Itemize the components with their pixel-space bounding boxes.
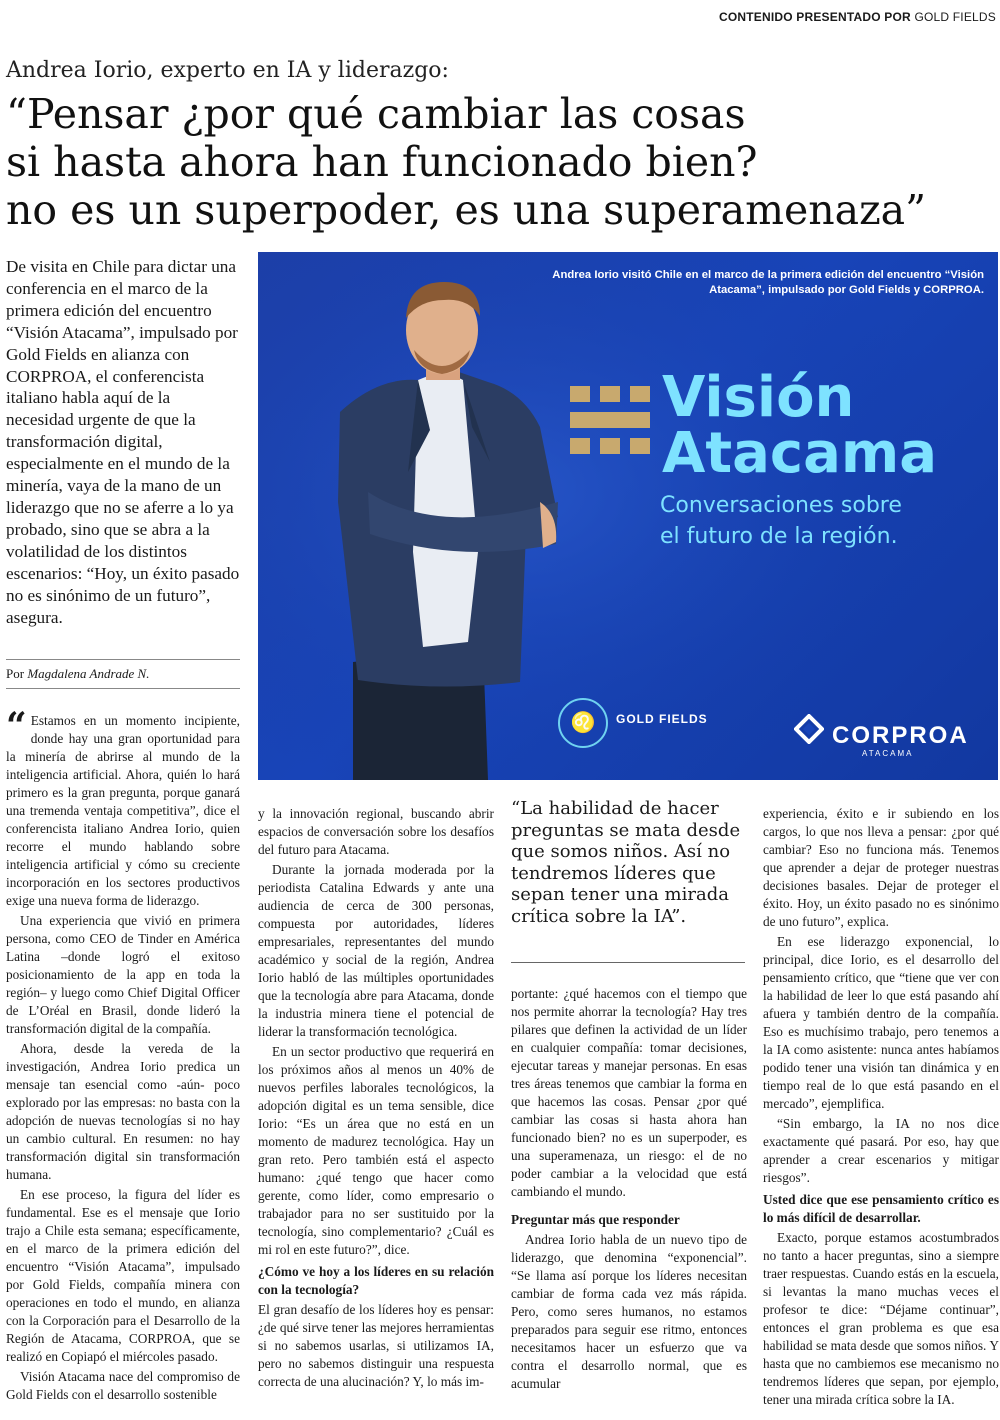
paragraph: En ese proceso, la figura del líder es fundamental. Ese es el mensaje que Iorio trajo a Chile esta semana; específicamente, en el marco de la primera edición del encuentro “Visión Atacama”, impulsado por Gold Fields, compañía minera con operaciones en todo el mundo, en alianza con la Corporación para el Desarrollo de la Región de Atacama, CORPROA, que se realizó en Copiapó el miércoles pasado. [6, 1187, 240, 1364]
paragraph: El gran desafío de los líderes hoy es pensar: ¿de qué sirve tener las mejores herramientas si no sabemos usarlas, si utilizamos IA, pero no sabemos distinguir una respuesta correcta de una alucinación? Y, lo más im- [258, 1302, 494, 1389]
paragraph: “Sin embargo, la IA no nos dice exactamente qué pasará. Por eso, hay que aprender a crear escenarios y mitigar riesgos”. [763, 1116, 999, 1185]
article-column-1 [6, 705, 240, 1406]
article-photo [258, 252, 998, 780]
corproa-logo-sub: ATACAMA [862, 749, 914, 758]
byline [6, 666, 149, 682]
paragraph: portante: ¿qué hacemos con el tiempo que nos permite ahorrar la tecnología? Hay tres pilares que definen la actividad de un líder en cualquier compañía: tomar decisiones, ejecutar tareas y manejar personas. En esas tres áreas tenemos que cambiar la forma en que hacemos las cosas. Pensar ¿por qué cambiar las cosas si hasta ahora han funcionado bien? no es un superpoder, es una superamenaza, un riesgo: el de no poder cambiar a la velocidad que está cambiando el mundo. [511, 986, 747, 1199]
byline-prefix: Por [6, 666, 25, 681]
headline-line: “Pensar ¿por qué cambiar las cosas [6, 90, 746, 138]
event-title-line: Atacama [662, 421, 938, 486]
paragraph: En ese liderazgo exponencial, lo principal, dice Iorio, es el desarrollo del pensamiento crítico, que “tiene que ver con la habilidad de leer lo que está pasando ahí afuera y también dentro de la compañía. Eso es muchísimo trabajo, pero tenemos a la IA como asistente: nunca antes habíamos podido tener una visión tan dinámica y en tiempo real de lo que está pasando en el mercado”, ejemplifica. [763, 934, 999, 1111]
paragraph: Una experiencia que vivió en primera persona, como CEO de Tinder en América Latina –donde logró el exitoso posicionamiento de la app en toda la región– y luego como Chief Digital Officer de L’Oréal en Brasil, donde lideró la transformación digital de la compañía. [6, 913, 240, 1036]
event-title-line: Visión [662, 365, 855, 430]
sponsor-prefix: CONTENIDO PRESENTADO POR [718, 10, 911, 24]
byline-author: Magdalena Andrade N. [27, 666, 150, 681]
pull-quote: “La habilidad de hacer preguntas se mata desde que somos niños. Así no tendremos líderes que sepan tener una mirada crítica sobre la IA”. [511, 798, 741, 927]
byline-bottom-rule [6, 688, 240, 689]
photo-caption: Andrea Iorio visitó Chile en el marco de la primera edición del encuentro “Visión Atacama”, impulsado por Gold Fields y CORPROA. [552, 269, 984, 296]
article-kicker: Andrea Iorio, experto en IA y liderazgo: [6, 58, 449, 83]
event-tagline-line: el futuro de la región. [660, 524, 898, 549]
paragraph: Exacto, porque estamos acostumbrados no tanto a hacer preguntas, sino a siempre traer respuestas. Cuando estás en la escuela, si levantas la mano muchas veces el profesor te dice: “Déjame continuar”, entonces el gran problema es que esa habilidad se mata desde que somos niños. Y hasta que no cambiemos ese mecanismo no tendremos líderes que sepan, por ejemplo, tener una mirada crítica sobre la IA. [763, 1230, 999, 1407]
paragraph: experiencia, éxito e ir subiendo en los cargos, lo que nos lleva a pensar: ¿por qué cambiar? Eso no funciona más. Tenemos que aprender a dejar de proteger nuestras decisiones basales. Dejar de proteger el éxito. Hoy, un éxito pasado no es sinónimo de uno futuro”, explica. [763, 806, 999, 929]
article-column-4 [763, 805, 999, 1411]
paragraph: Ahora, desde la vereda de la investigación, Andrea Iorio predica un mensaje tan esencial como -aún- poco explorado por las empresas: no basta con la adopción de nuevas tecnologías si no hay un cambio cultural. En resumen: no hay transformación digital sin transformación humana. [6, 1041, 240, 1182]
paragraph: Andrea Iorio habla de un nuevo tipo de liderazgo, que denomina “exponencial”. “Se llama así porque los líderes necesitan cambiar de forma cada vez más rápida. Pero, como seres humanos, no estamos preparados para seguir ese ritmo, entonces necesitamos hacer un esfuerzo que va contra el desarrollo normal, que es acumular [511, 1232, 747, 1391]
article-lead: De visita en Chile para dictar una conferencia en el marco de la primera edición del encuentro “Visión Atacama”, impulsado por Gold Fields en alianza con CORPROA, el conferencista italiano habla aquí de la necesidad urgente de que la transformación digital, especialmente en el mundo de la minería, vaya de la mano de un liderazgo que no se aferre a lo ya probado, sino que se abra a la volatilidad de los distintos escenarios: “Hoy, un éxito pasado no es sinónimo de un futuro”, asegura. [6, 257, 240, 627]
corproa-logo: CORPROA [832, 722, 969, 749]
paragraph [6, 705, 240, 910]
interview-question: ¿Cómo ve hoy a los líderes en su relación con la tecnología? [258, 1264, 494, 1297]
byline-top-rule [6, 659, 240, 660]
interview-question: Usted dice que ese pensamiento crítico es lo más difícil de desarrollar. [763, 1192, 999, 1225]
vision-atacama-logo-icon [570, 382, 650, 462]
event-title [662, 365, 938, 486]
section-subheading: Preguntar más que responder [511, 1212, 680, 1227]
article-column-2 [258, 805, 494, 1393]
article-headline [6, 90, 996, 234]
paragraph: y la innovación regional, buscando abrir espacios de conversación sobre los desafíos del futuro para Atacama. [258, 806, 494, 857]
paragraph: Durante la jornada moderada por la periodista Catalina Edwards y ante una audiencia de cerca de 300 personas, compuesta por autoridades, líderes empresariales, representantes del mundo académico y social de la región, Andrea Iorio habló de las múltiples oportunidades que la tecnología abre para Atacama, donde la industria minera tiene el potencial de liderar la transformación tecnológica. [258, 862, 494, 1039]
article-column-3 [511, 985, 747, 1395]
event-tagline [660, 490, 902, 552]
sponsor-banner [719, 10, 996, 24]
headline-line: no es un superpoder, es una superamenaza” [6, 186, 927, 234]
pull-quote-rule [511, 962, 745, 963]
opening-quote-mark: “ [6, 705, 27, 747]
sponsor-brand: GOLD FIELDS [914, 10, 996, 24]
paragraph: En un sector productivo que requerirá en los próximos años al menos un 40% de nuevos perfiles laborales tecnológicos, la adopción digital es un tema sensible, dice Iorio: “Es un área que no está en un momento de madurez tecnológica. Hay un gran reto. Pero también está el aspecto humano: ¿qué tengo que hacer como gerente, como líder, como empresario o trabajador para no ser sustituido por la tecnología, sino complementario? ¿Cuál es mi rol en este futuro?”, dice. [258, 1044, 494, 1257]
paragraph: Visión Atacama nace del compromiso de Gold Fields con el desarrollo sostenible [6, 1369, 240, 1402]
event-tagline-line: Conversaciones sobre [660, 493, 902, 518]
gold-fields-lion-icon: ♌ [558, 698, 608, 748]
headline-line: si hasta ahora han funcionado bien? [6, 138, 758, 186]
corproa-logo-icon [794, 714, 824, 744]
paragraph-text: Estamos en un momento incipiente, donde hay una gran oportunidad para la minería de abrirse al mundo de la inteligencia artificial. Ahora, quién lo hará primero es la gran pregunta, porque ganará una tremenda ventaja competitiva”, dice el conferencista italiano Andrea Iorio, quien recorre el mundo hablando sobre inteligencia artificial y cómo su creciente incorporación en los sectores productivos exige una nueva forma de liderazgo. [6, 713, 240, 908]
gold-fields-logo: GOLD FIELDS [616, 712, 708, 726]
